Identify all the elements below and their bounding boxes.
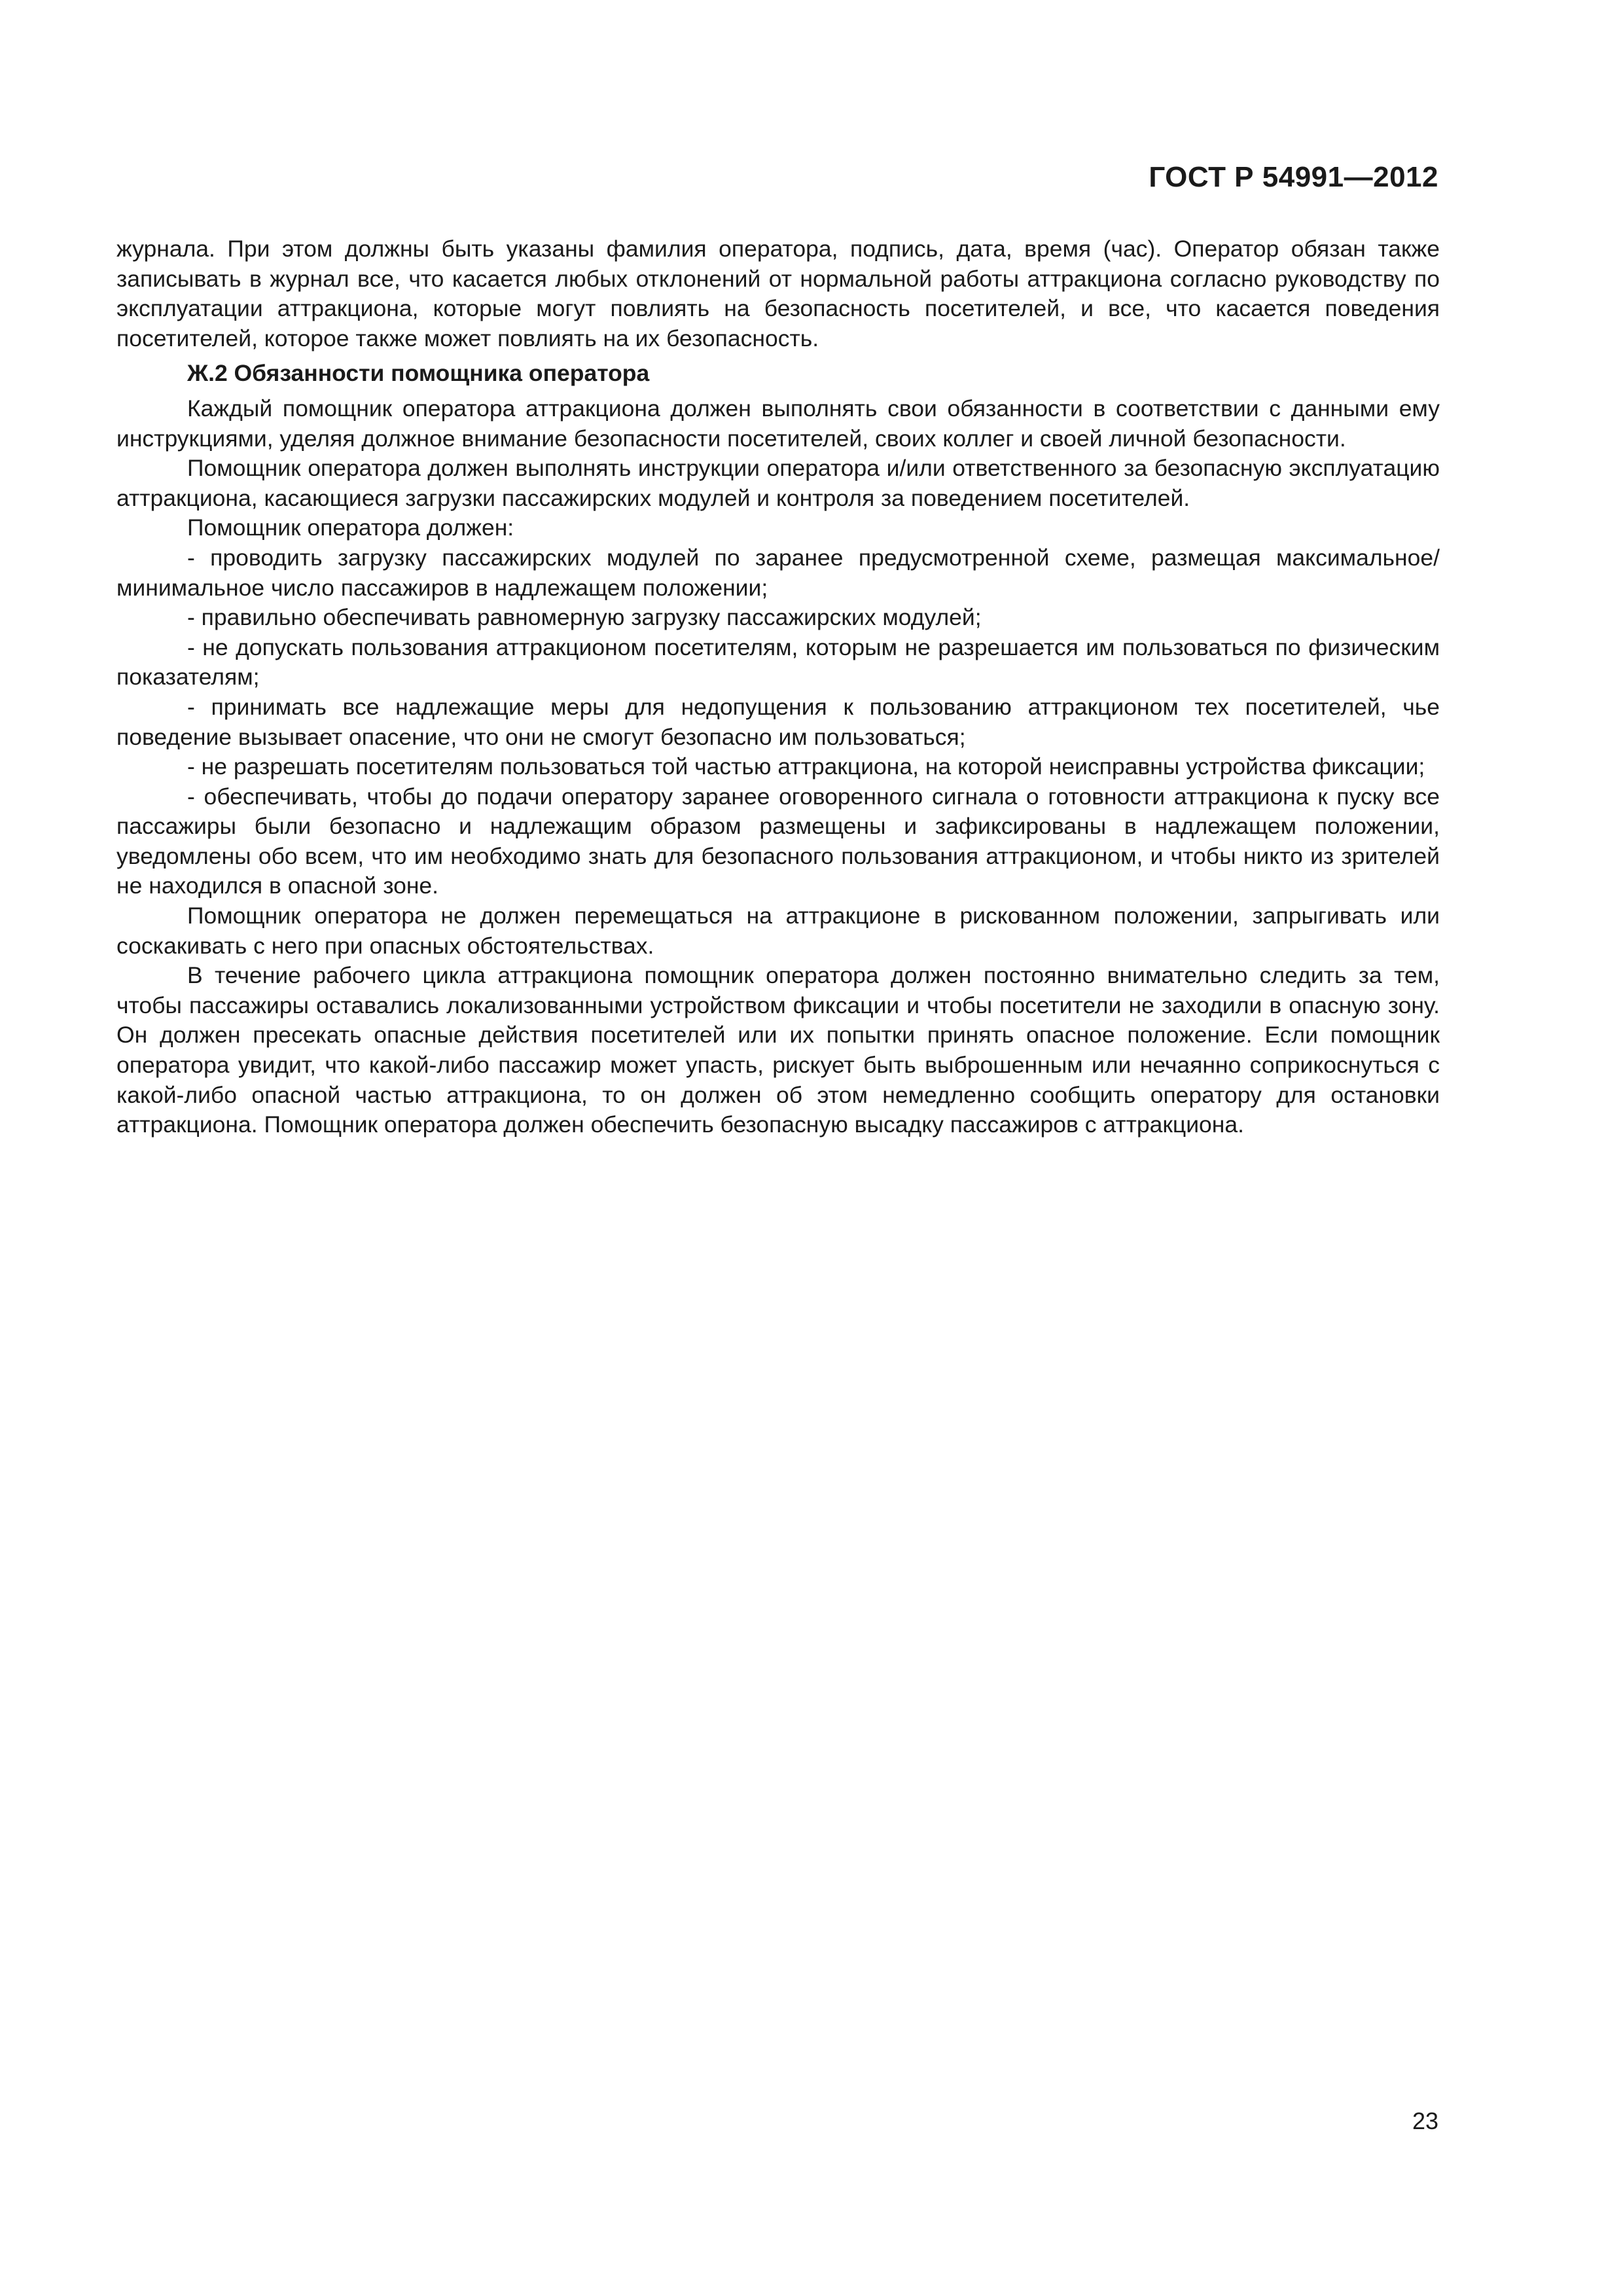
paragraph: Каждый помощник оператора аттракциона должен выполнять свои обязанности в соответствии с данными ему инструкциями, уделяя должное внимание безопасности посетителей, своих коллег и своей личной безопасности.	[116, 395, 1440, 452]
list-item: - принимать все надлежащие меры для недопущения к пользованию аттракционом тех посетителей, чье поведение вызывает опасение, что они не смогут безопасно им пользоваться;	[116, 693, 1440, 750]
page-number: 23	[1412, 2108, 1438, 2134]
paragraph: Помощник оператора не должен перемещаться на аттракционе в рискованном положении, запрыгивать или соскакивать с него при опасных обстоятельствах.	[116, 903, 1440, 959]
list-item: - проводить загрузку пассажирских модулей по заранее предусмотренной схеме, размещая максимальное/минимальное число пассажиров в надлежащем положении;	[116, 544, 1440, 601]
paragraph-continuation: журнала. При этом должны быть указаны фамилия оператора, подпись, дата, время (час). Оператор обязан также записывать в журнал все, что касается любых отклонений от нормальной работы аттракциона согласно руководству по эксплуатации аттракциона, которые могут повлиять на безопасность посетителей, и все, что касается поведения посетителей, которое также может повлиять на их безопасность.	[116, 236, 1440, 351]
paragraph: Помощник оператора должен:	[187, 514, 514, 541]
paragraph: В течение рабочего цикла аттракциона помощник оператора должен постоянно внимательно следить за тем, чтобы пассажиры оставались локализованными устройством фиксации и чтобы посетители не заходили в опасную зону. Он должен пресекать опасные действия посетителей или их попытки принять опасное положение. Если помощник оператора увидит, что какой-либо пассажир может упасть, рискует быть выброшенным или нечаянно соприкоснуться с какой-либо опасной частью аттракциона, то он должен об этом немедленно сообщить оператору для остановки аттракциона. Помощник оператора должен обеспечить безопасную высадку пассажиров с аттракциона.	[116, 962, 1440, 1138]
list-item: - не допускать пользования аттракционом посетителям, которым не разрешается им пользоваться по физическим показателям;	[116, 634, 1440, 691]
document-body	[116, 234, 1440, 1140]
standard-code-header: ГОСТ Р 54991—2012	[1149, 161, 1438, 193]
list-item: - не разрешать посетителям пользоваться той частью аттракциона, на которой неисправны устройства фиксации;	[187, 753, 1425, 780]
section-heading: Ж.2 Обязанности помощника оператора	[187, 360, 650, 387]
list-item: - правильно обеспечивать равномерную загрузку пассажирских модулей;	[187, 604, 982, 631]
paragraph: Помощник оператора должен выполнять инструкции оператора и/или ответственного за безопасную эксплуатацию аттракциона, касающиеся загрузки пассажирских модулей и контроля за поведением посетителей.	[116, 455, 1440, 511]
list-item: - обеспечивать, чтобы до подачи оператору заранее оговоренного сигнала о готовности аттракциона к пуску все пассажиры были безопасно и надлежащим образом размещены и зафиксированы в надлежащем положении, уведомлены обо всем, что им необходимо знать для безопасного пользования аттракционом, и чтобы никто из зрителей не находился в опасной зоне.	[116, 783, 1440, 899]
